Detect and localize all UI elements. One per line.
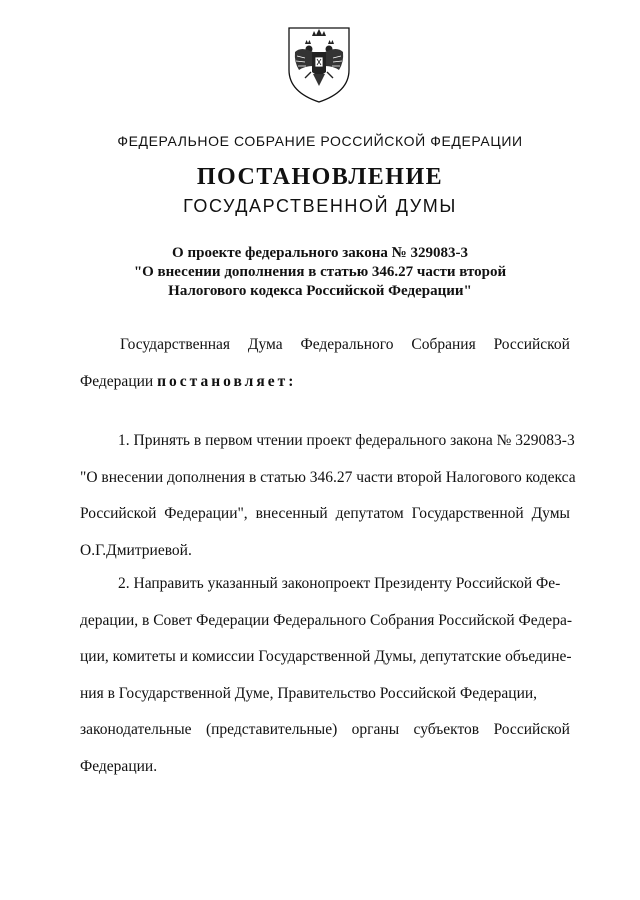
russian-coat-of-arms-icon xyxy=(283,22,355,106)
organization-name: ФЕДЕРАЛЬНОЕ СОБРАНИЕ РОССИЙСКОЙ ФЕДЕРАЦИИ xyxy=(117,133,523,149)
document-subject xyxy=(0,244,640,301)
paragraph-line xyxy=(120,336,570,354)
word: Российской xyxy=(493,336,570,353)
paragraph-line: дерации, в Совет Федерации Федерального Собрания Российской Федера- xyxy=(80,612,572,629)
word: Российской xyxy=(80,505,157,522)
subject-line: Налогового кодекса Российской Федерации" xyxy=(168,283,472,299)
word: (представительные) xyxy=(205,721,338,738)
paragraph-line xyxy=(80,505,570,523)
word: Государственной xyxy=(411,505,524,522)
paragraph-line: ции, комитеты и комиссии Государственной Думы, депутатские объедине- xyxy=(80,648,572,665)
paragraph-line: "О внесении дополнения в статью 346.27 части второй Налогового кодекса xyxy=(80,469,576,486)
word: депутатом xyxy=(335,505,404,522)
paragraph-line: ния в Государственной Думе, Правительство Российской Федерации, xyxy=(80,685,538,702)
paragraph-line xyxy=(80,721,570,739)
word: субъектов xyxy=(413,721,480,738)
paragraph-line: Федерации. xyxy=(80,758,158,775)
document-subtitle: ГОСУДАРСТВЕННОЙ ДУМЫ xyxy=(183,196,457,216)
word: законодательные xyxy=(80,721,192,738)
word: Дума xyxy=(247,336,283,353)
word: Федерации", xyxy=(164,505,248,522)
word: Федерального xyxy=(300,336,394,353)
paragraph-line xyxy=(80,373,570,391)
paragraph-line: 2. Направить указанный законопроект Президенту Российской Фе- xyxy=(118,575,561,592)
word: Государственная xyxy=(120,336,231,353)
word: Федерации xyxy=(80,373,154,390)
document-title: ПОСТАНОВЛЕНИЕ xyxy=(196,164,444,190)
word: Думы xyxy=(531,505,570,522)
paragraph-line: О.Г.Дмитриевой. xyxy=(80,542,192,559)
subject-line: "О внесении дополнения в статью 346.27 части второй xyxy=(133,264,507,280)
paragraph-line: 1. Принять в первом чтении проект федерального закона № 329083-3 xyxy=(118,432,575,449)
subject-line: О проекте федерального закона № 329083-3 xyxy=(172,245,468,261)
word: Собрания xyxy=(411,336,476,353)
decree-word: постановляет: xyxy=(157,373,297,390)
word: органы xyxy=(351,721,400,738)
word: внесенный xyxy=(255,505,328,522)
word: Российской xyxy=(493,721,570,738)
